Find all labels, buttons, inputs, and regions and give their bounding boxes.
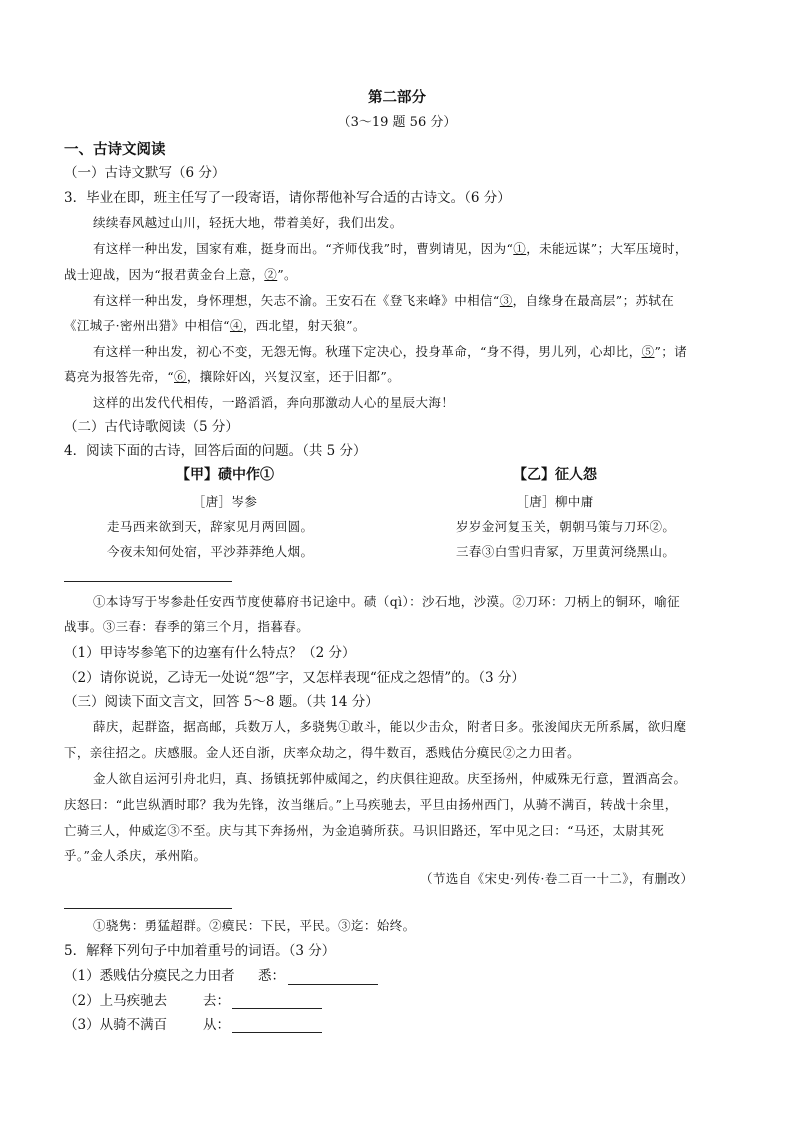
passage-line-5: 亡骑三人，仲威迄③不至。庆与其下奔扬州，为金追骑所获。马识旧路还，军中见之曰：“马还，太尉其死 (64, 823, 665, 838)
footnote-divider-2 (64, 908, 232, 909)
q5-answer-line-2[interactable] (232, 1008, 322, 1009)
q4-subquestion-2: （2）请你说说，乙诗无一处说“怨”字，又怎样表现“征戍之怨情”的。（3 分） (64, 670, 525, 686)
text: 有这样一种出发，初心不变，无怨无悔。秋瑾下定决心，投身革命，“身不得，男儿列，心却比， (93, 344, 642, 359)
part-title: 第二部分 (368, 89, 426, 106)
passage-line-3: 金人欲自运河引舟北归，真、扬镇抚郭仲威闻之，约庆俱往迎敌。庆至扬州，仲威殊无行意，置酒高会。 (93, 771, 687, 786)
text: 《江城子·密州出猎》中相信“ (64, 318, 230, 333)
fill-blank-1[interactable]: ① (513, 241, 527, 256)
q3-paragraph-2-line-1 (93, 239, 688, 259)
fill-blank-3[interactable]: ③ (499, 293, 513, 308)
passage-line-2: 下，亲往招之。庆感服。金人还自浙，庆率众劫之，得牛数百，悉贱估分瘼民②之力田者。 (64, 745, 581, 760)
text: 有这样一种出发，国家有难，挺身而出。“齐师伐我”时，曹刿请见，因为“ (93, 241, 514, 256)
poem-a-author: ［唐］岑参 (192, 494, 258, 509)
poem-footnotes-line-2: 战事。③三春：春季的第三个月，指暮春。 (64, 619, 310, 634)
question-4-stem: 4．阅读下面的古诗，回答后面的问题。（共 5 分） (64, 443, 367, 459)
text: 有这样一种出发，身怀理想，矢志不渝。王安石在《登飞来峰》中相信“ (93, 293, 500, 308)
subsection-classical-prose: （三）阅读下面文言文，回答 5～8 题。（共 14 分） (64, 694, 379, 710)
q5-answer-line-1[interactable] (288, 984, 378, 985)
q5-item-1-word: 悉： (258, 968, 285, 984)
q3-paragraph-3-line-2 (64, 316, 366, 336)
q3-paragraph-2-line-2 (64, 265, 297, 285)
text: ，未能远谋”；大军压境时， (526, 241, 688, 256)
fill-blank-4[interactable]: ④ (229, 318, 243, 333)
passage-line-4: 庆怒曰：“此岂纵酒时耶？我为先锋，汝当继后。”上马疾驰去，平旦由扬州西门，从骑不满百，转战十余里， (64, 797, 678, 812)
q3-paragraph-1: 续续春风越过山川，轻抚大地，带着美好，我们出发。 (93, 215, 403, 230)
poem-b-title: 【乙】征人怨 (513, 467, 597, 483)
fill-blank-6[interactable]: ⑥ (174, 369, 187, 384)
subsection-recitation: （一）古诗文默写（6 分） (64, 165, 226, 181)
footnote-divider (64, 581, 232, 582)
fill-blank-2[interactable]: ② (264, 267, 278, 282)
poem-footnotes-line-1: ①本诗写于岑参赴任安西节度使幕府书记途中。碛（qì）：沙石地，沙漠。②刀环：刀柄上的铜环，喻征 (93, 594, 681, 609)
poem-b-line-1: 岁岁金河复玉关，朝朝马策与刀环②。 (456, 519, 676, 534)
text: ”。 (277, 267, 297, 282)
section-heading: 一、古诗文阅读 (64, 142, 166, 158)
q5-item-2-word: 去： (203, 993, 230, 1009)
poem-a-title: 【甲】碛中作① (176, 467, 274, 483)
text: ，自缘身在最高层”；苏轼在 (512, 293, 675, 308)
subsection-poetry: （二）古代诗歌阅读（5 分） (64, 419, 239, 435)
q5-item-3-word: 从： (203, 1017, 230, 1033)
q3-paragraph-4-line-2 (64, 367, 400, 387)
q3-paragraph-3-line-1 (93, 291, 674, 311)
q5-item-3-sentence: （3）从骑不满百 (64, 1017, 168, 1033)
q3-paragraph-5: 这样的出发代代相传，一路滔滔，奔向那激动人心的星辰大海！ (93, 395, 455, 410)
question-5-stem: 5．解释下列句子中加着重号的词语。（3 分） (64, 943, 336, 959)
text: ，西北望，射天狼”。 (242, 318, 366, 333)
poem-b-line-2: 三春③白雪归青冢，万里黄河绕黑山。 (456, 544, 676, 559)
passage-footnotes: ①骁隽：勇猛超群。②瘼民：下民，平民。③迄：始终。 (93, 918, 416, 933)
q4-subquestion-1: （1）甲诗岑参笔下的边塞有什么特点？（2 分） (64, 645, 356, 661)
q5-item-1-sentence: （1）悉贱估分瘼民之力田者 (64, 968, 235, 984)
text: ，攘除奸凶，兴复汉室，还于旧都”。 (186, 369, 401, 384)
text: 战士迎战，因为“报君黄金台上意， (64, 267, 265, 282)
part-subtitle: （3～19 题 56 分） (337, 115, 457, 130)
q3-paragraph-4-line-1 (93, 342, 687, 362)
passage-source: （节选自《宋史·列传·卷二百一十二》，有删改） (420, 871, 694, 886)
poem-a-line-2: 今夜未知何处宿，平沙莽莽绝人烟。 (107, 544, 314, 559)
q5-answer-line-3[interactable] (232, 1032, 322, 1033)
passage-line-6: 乎。”金人杀庆，承州陷。 (64, 848, 207, 863)
question-3-stem: 3．毕业在即，班主任写了一段寄语，请你帮他补写合适的古诗文。（6 分） (64, 190, 511, 206)
text: 葛亮为报答先帝，“ (64, 369, 174, 384)
poem-b-author: ［唐］柳中庸 (516, 494, 594, 509)
passage-line-1: 薛庆，起群盗，据高邮，兵数万人，多骁隽①敢斗，能以少击众，附者日多。张浚闻庆无所系属，欲归麾 (93, 719, 687, 734)
q5-item-2-sentence: （2）上马疾驰去 (64, 993, 168, 1009)
fill-blank-5[interactable]: ⑤ (641, 344, 655, 359)
poem-a-line-1: 走马西来欲到天，辞家见月两回圆。 (107, 519, 314, 534)
text: ”；诸 (654, 344, 688, 359)
